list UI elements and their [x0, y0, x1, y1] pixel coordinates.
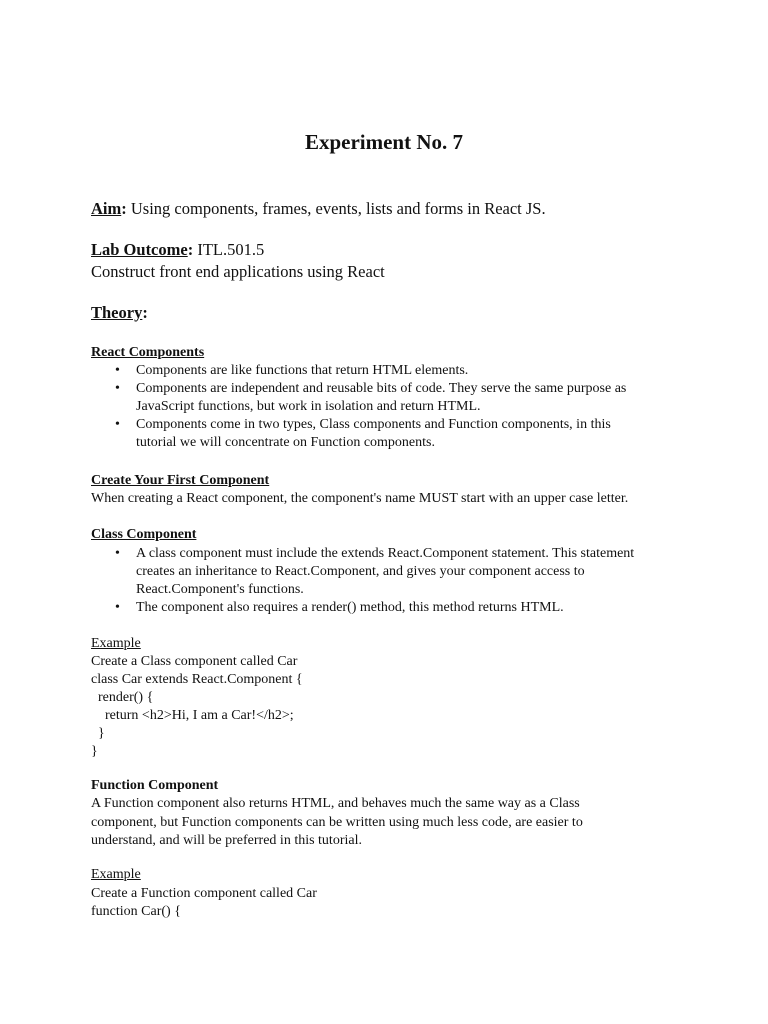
example-label: Example [91, 867, 141, 882]
function-component-heading: Function Component [91, 778, 219, 793]
first-component-heading: Create Your First Component [91, 473, 270, 488]
document-title: Experiment No. 7 [304, 130, 464, 154]
list-item-line: Components are like functions that return HTML elements. [136, 363, 469, 378]
code-line: } [91, 744, 98, 759]
lab-outcome-line [91, 239, 264, 261]
list-item-line: Components come in two types, Class components and Function components, in this [136, 417, 611, 432]
list-item-line: creates an inheritance to React.Component, and gives your component access to [136, 564, 585, 579]
list-item [91, 380, 691, 416]
function-component-text: A Function component also returns HTML, and behaves much the same way as a Class [91, 796, 580, 811]
react-components-list [91, 362, 691, 452]
list-item-line: React.Component's functions. [136, 582, 304, 597]
bullet-icon: • [115, 600, 120, 615]
aim-colon: : [121, 199, 127, 218]
bullet-icon: • [115, 546, 120, 561]
code-line: Create a Function component called Car [91, 886, 317, 901]
list-item-line: A class component must include the extends React.Component statement. This statement [136, 546, 635, 561]
list-item-line: The component also requires a render() method, this method returns HTML. [136, 600, 564, 615]
lab-outcome-colon: : [187, 240, 194, 259]
class-component-heading: Class Component [91, 527, 197, 542]
aim-line [91, 198, 546, 220]
list-item [91, 416, 691, 452]
code-line: class Car extends React.Component { [91, 672, 303, 687]
function-component-text: understand, and will be preferred in this tutorial. [91, 833, 362, 848]
react-components-heading: React Components [91, 345, 205, 360]
bullet-icon: • [115, 381, 120, 396]
code-line: Create a Class component called Car [91, 654, 298, 669]
list-item-line: Components are independent and reusable bits of code. They serve the same purpose as [136, 381, 627, 396]
list-item [91, 362, 691, 380]
code-line: function Car() { [91, 904, 181, 919]
first-component-text: When creating a React component, the component's name MUST start with an upper case letter. [91, 491, 629, 506]
list-item [91, 599, 691, 617]
example-label: Example [91, 636, 141, 651]
theory-label: Theory [91, 303, 143, 322]
theory-heading [91, 302, 148, 324]
lab-outcome-code: ITL.501.5 [193, 240, 265, 259]
list-item-line: JavaScript functions, but work in isolation and return HTML. [136, 399, 481, 414]
code-line: } [91, 726, 105, 741]
bullet-icon: • [115, 417, 120, 432]
bullet-icon: • [115, 363, 120, 378]
function-component-text: component, but Function components can be written using much less code, are easier to [91, 815, 583, 830]
class-component-list [91, 545, 691, 617]
list-item-line: tutorial we will concentrate on Function components. [136, 435, 435, 450]
lab-outcome-label: Lab Outcome [91, 240, 188, 259]
code-line: render() { [91, 690, 154, 705]
list-item [91, 545, 691, 599]
code-line: return <h2>Hi, I am a Car!</h2>; [91, 708, 294, 723]
lab-outcome-text: Construct front end applications using React [91, 262, 385, 281]
aim-text: Using components, frames, events, lists and forms in React JS. [126, 199, 546, 218]
aim-label: Aim [91, 199, 122, 218]
theory-colon: : [142, 303, 148, 322]
